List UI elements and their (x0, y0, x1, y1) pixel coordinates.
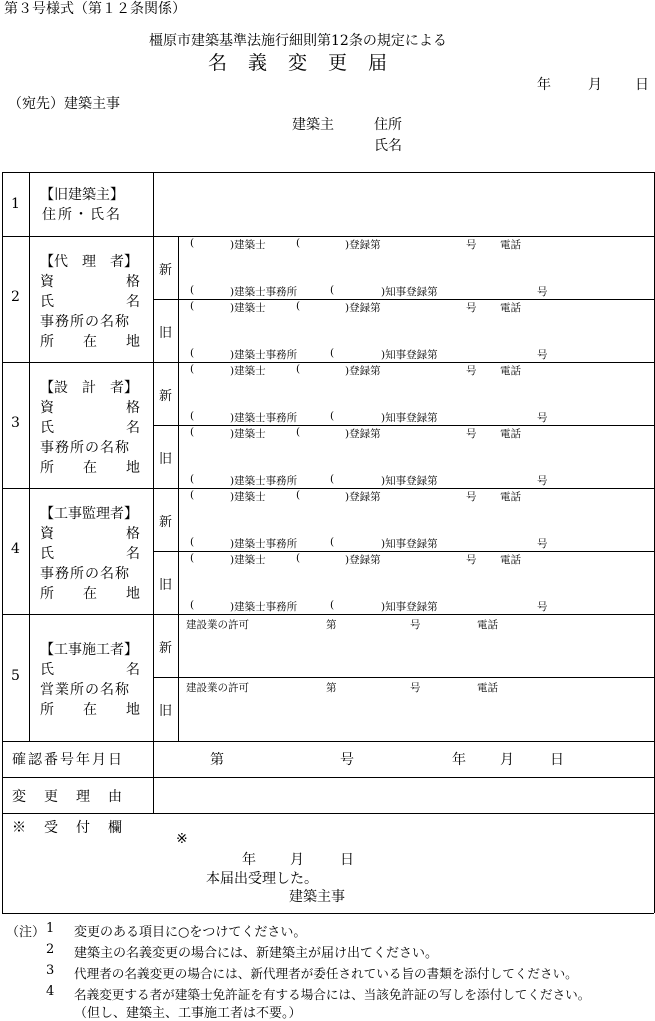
note-4-sub: （但し、建築主、工事施工者は不要。） (74, 1006, 302, 1021)
row-5-number: 5 (11, 668, 20, 684)
row-3-field-qualification: 資 格 (40, 400, 140, 416)
note-2-text: 建築主の名義変更の場合には、新建築主が届け出てください。 (74, 946, 439, 961)
row-1-heading: 【旧建築主】 (40, 187, 124, 203)
page-title: 名 義 変 更 届 (208, 52, 389, 74)
row-2-new-kenchikushi-line2-part-4: )知事登録第 (381, 286, 438, 298)
row-2-new-kenchikushi-line1-part-6: 電話 (500, 239, 521, 251)
row-4-field-location: 所 在 地 (40, 586, 140, 602)
row-3-old-kenchikushi-line1-part-5: 号 (466, 428, 477, 440)
confirm-dai: 第 (210, 752, 224, 768)
row-4-new-kenchikushi-line1-part-2: )建築士 (230, 491, 266, 503)
row-2-heading: 【代 理 者】 (40, 254, 138, 270)
receipt-month: 月 (290, 852, 304, 868)
row-5-field-name: 氏 名 (40, 662, 140, 678)
row-2-old-kenchikushi-line1-part-6: 電話 (500, 302, 521, 314)
row-4-old-kenchikushi-line2-part-4: )知事登録第 (381, 601, 438, 613)
row-3-heading: 【設 計 者】 (40, 380, 138, 396)
row-4-field-qualification: 資 格 (40, 526, 140, 542)
row-5-new-label: 新 (158, 641, 172, 656)
date-month: 月 (588, 77, 602, 93)
row-3-field-location: 所 在 地 (40, 460, 140, 476)
row-2-field-name: 氏 名 (40, 294, 140, 310)
row-2-old-kenchikushi-line1-part-2: )建築士 (230, 302, 266, 314)
note-1-text: 変更のある項目に○をつけてください。 (74, 925, 307, 940)
row-4-new-kenchikushi-line2-part-1: ( (190, 536, 195, 548)
subtitle: 橿原市建築基準法施行細則第12条の規定による (149, 33, 447, 49)
row-3-new-kenchikushi-line1-part-6: 電話 (500, 365, 521, 377)
row-3-new-kenchikushi-line1-part-3: ( (296, 363, 301, 375)
row-4-old-kenchikushi-line1-part-2: )建築士 (230, 554, 266, 566)
row-2-old-kenchikushi-line1-part-1: ( (190, 300, 195, 312)
row-3-new-kenchikushi-line1-part-4: )登録第 (345, 365, 381, 377)
row-4-heading: 【工事監理者】 (40, 506, 138, 522)
row-5-new-contractor-tel: 電話 (477, 619, 498, 631)
row-4-number: 4 (11, 541, 20, 557)
row-4-new-kenchikushi-line1-part-5: 号 (466, 491, 477, 503)
confirm-day: 日 (550, 752, 564, 768)
row-5-old-contractor-dai: 第 (326, 682, 337, 694)
note-1-number: 1 (46, 921, 55, 936)
row-3-new-kenchikushi-line1-part-5: 号 (466, 365, 477, 377)
row-1-field: 住所・氏名 (42, 207, 122, 223)
row-2-new-kenchikushi-line2-part-1: ( (190, 284, 195, 296)
row-4-old-label: 旧 (158, 578, 172, 593)
row-3-new-kenchikushi-line2-part-5: 号 (537, 412, 548, 424)
row-5-new-contractor-go: 号 (410, 619, 421, 631)
row-4-old-kenchikushi-line1-part-5: 号 (466, 554, 477, 566)
row-2-number: 2 (11, 289, 20, 305)
row-3-field-name: 氏 名 (40, 420, 140, 436)
row-2-old-label: 旧 (158, 326, 172, 341)
row-3-new-kenchikushi-line2-part-3: ( (330, 410, 335, 422)
row-4-new-kenchikushi-line2-part-5: 号 (537, 538, 548, 550)
row-5-new-contractor-permit: 建設業の許可 (186, 619, 249, 631)
row-3-field-office: 事務所の名称 (40, 440, 130, 456)
row-2-new-kenchikushi-line2-part-5: 号 (537, 286, 548, 298)
row-4-old-kenchikushi-line2-part-3: ( (330, 599, 335, 611)
confirm-year: 年 (452, 752, 466, 768)
row-2-new-kenchikushi-line2-part-2: )建築士事務所 (230, 286, 298, 298)
row-3-old-kenchikushi-line1-part-3: ( (296, 426, 301, 438)
row-2-new-label: 新 (158, 263, 172, 278)
row-4-old-kenchikushi-line1-part-1: ( (190, 552, 195, 564)
row-3-old-label: 旧 (158, 452, 172, 467)
row-5-heading: 【工事施工者】 (40, 642, 138, 658)
row-3-old-kenchikushi-line2-part-3: ( (330, 473, 335, 485)
row-5-field-office: 営業所の名称 (40, 682, 130, 698)
row-5-old-label: 旧 (158, 704, 172, 719)
row-2-field-qualification: 資 格 (40, 274, 140, 290)
receipt-label: ※ 受 付 欄 (12, 820, 124, 836)
row-3-old-kenchikushi-line1-part-6: 電話 (500, 428, 521, 440)
row-2-old-kenchikushi-line2-part-3: ( (330, 347, 335, 359)
row-4-old-kenchikushi-line2-part-2: )建築士事務所 (230, 601, 298, 613)
form-number: 第３号様式（第１２条関係） (4, 1, 186, 17)
row-4-new-kenchikushi-line1-part-1: ( (190, 489, 195, 501)
row-4-old-kenchikushi-line2-part-5: 号 (537, 601, 548, 613)
row-2-new-kenchikushi-line1-part-1: ( (190, 237, 195, 249)
addressee: （宛先）建築主事 (8, 96, 120, 112)
row-3-new-kenchikushi-line1-part-1: ( (190, 363, 195, 375)
row-3-old-kenchikushi-line2-part-2: )建築士事務所 (230, 475, 298, 487)
row-2-old-kenchikushi-line2-part-4: )知事登録第 (381, 349, 438, 361)
row-3-new-label: 新 (158, 389, 172, 404)
applicant-label: 建築主 (292, 117, 334, 133)
row-3-number: 3 (11, 415, 20, 431)
receipt-day: 日 (340, 852, 354, 868)
row-2-new-kenchikushi-line1-part-4: )登録第 (345, 239, 381, 251)
row-2-old-kenchikushi-line2-part-5: 号 (537, 349, 548, 361)
row-4-field-name: 氏 名 (40, 546, 140, 562)
row-1-number: 1 (11, 196, 20, 212)
row-4-old-kenchikushi-line1-part-4: )登録第 (345, 554, 381, 566)
row-2-old-kenchikushi-line2-part-1: ( (190, 347, 195, 359)
row-2-field-location: 所 在 地 (40, 334, 140, 350)
row-4-new-label: 新 (158, 515, 172, 530)
receipt-official: 建築主事 (289, 889, 345, 905)
note-2-number: 2 (46, 942, 55, 957)
row-2-old-kenchikushi-line1-part-5: 号 (466, 302, 477, 314)
row-3-old-kenchikushi-line2-part-4: )知事登録第 (381, 475, 438, 487)
row-4-new-kenchikushi-line2-part-2: )建築士事務所 (230, 538, 298, 550)
row-2-new-kenchikushi-line1-part-5: 号 (466, 239, 477, 251)
row-3-old-kenchikushi-line2-part-1: ( (190, 473, 195, 485)
date-year: 年 (537, 77, 551, 93)
row-4-new-kenchikushi-line1-part-4: )登録第 (345, 491, 381, 503)
row-3-new-kenchikushi-line2-part-4: )知事登録第 (381, 412, 438, 424)
confirm-label: 確認番号年月日 (12, 752, 124, 768)
row-5-field-location: 所 在 地 (40, 702, 140, 718)
row-2-new-kenchikushi-line1-part-3: ( (296, 237, 301, 249)
row-2-field-office: 事務所の名称 (40, 314, 130, 330)
applicant-address-label: 住所 (374, 117, 402, 133)
row-4-old-kenchikushi-line1-part-3: ( (296, 552, 301, 564)
receipt-accepted: 本届出受理した。 (206, 871, 318, 887)
row-5-old-contractor-tel: 電話 (477, 682, 498, 694)
row-4-new-kenchikushi-line2-part-3: ( (330, 536, 335, 548)
confirm-go: 号 (340, 752, 354, 768)
row-5-old-contractor-permit: 建設業の許可 (186, 682, 249, 694)
row-3-old-kenchikushi-line1-part-1: ( (190, 426, 195, 438)
change-reason-label: 変 更 理 由 (12, 789, 124, 805)
notes-prefix: （注） (6, 925, 46, 940)
applicant-name-label: 氏名 (374, 138, 402, 154)
row-4-new-kenchikushi-line2-part-4: )知事登録第 (381, 538, 438, 550)
row-4-old-kenchikushi-line2-part-1: ( (190, 599, 195, 611)
row-3-new-kenchikushi-line2-part-2: )建築士事務所 (230, 412, 298, 424)
row-2-old-kenchikushi-line1-part-4: )登録第 (345, 302, 381, 314)
row-2-old-kenchikushi-line1-part-3: ( (296, 300, 301, 312)
row-5-old-contractor-go: 号 (410, 682, 421, 694)
row-2-old-kenchikushi-line2-part-2: )建築士事務所 (230, 349, 298, 361)
receipt-year: 年 (242, 852, 256, 868)
row-5-new-contractor-dai: 第 (326, 619, 337, 631)
row-3-old-kenchikushi-line2-part-5: 号 (537, 475, 548, 487)
row-4-old-kenchikushi-line1-part-6: 電話 (500, 554, 521, 566)
date-day: 日 (635, 77, 649, 93)
row-4-field-office: 事務所の名称 (40, 566, 130, 582)
row-3-new-kenchikushi-line1-part-2: )建築士 (230, 365, 266, 377)
note-4-number: 4 (46, 984, 55, 999)
row-3-old-kenchikushi-line1-part-4: )登録第 (345, 428, 381, 440)
note-4-text: 名義変更する者が建築士免許証を有する場合には、当該免許証の写しを添付してください。 (74, 987, 591, 1002)
row-3-new-kenchikushi-line2-part-1: ( (190, 410, 195, 422)
note-3-text: 代理者の名義変更の場合には、新代理者が委任されている旨の書類を添付してください。 (74, 966, 578, 981)
note-3-number: 3 (46, 963, 55, 978)
confirm-month: 月 (500, 752, 514, 768)
row-2-new-kenchikushi-line2-part-3: ( (330, 284, 335, 296)
receipt-mark: ※ (176, 831, 188, 847)
row-3-old-kenchikushi-line1-part-2: )建築士 (230, 428, 266, 440)
row-4-new-kenchikushi-line1-part-3: ( (296, 489, 301, 501)
row-4-new-kenchikushi-line1-part-6: 電話 (500, 491, 521, 503)
row-2-new-kenchikushi-line1-part-2: )建築士 (230, 239, 266, 251)
